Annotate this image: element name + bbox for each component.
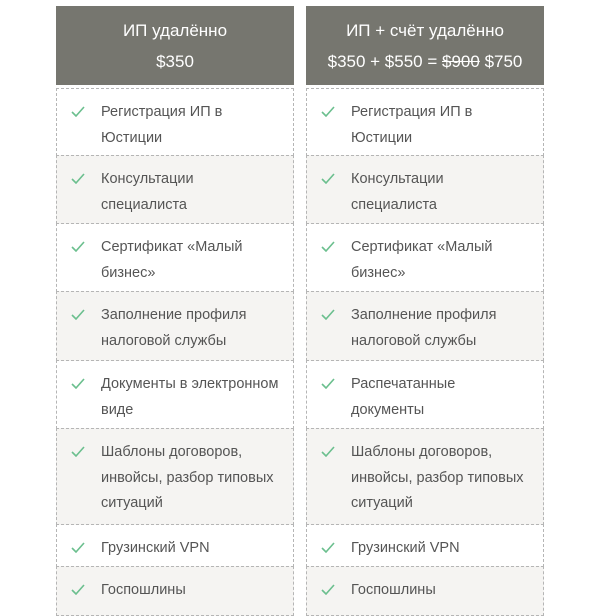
feature-item (306, 88, 544, 156)
new-price: $750 (484, 52, 523, 71)
check-icon (321, 167, 337, 189)
feature-label: Документы в электронном виде (101, 376, 279, 418)
check-icon (71, 440, 87, 462)
plan-title: ИП + счёт удалённо (346, 21, 504, 40)
feature-item (56, 155, 294, 224)
feature-label: Регистрация ИП в Юстиции (351, 104, 473, 146)
feature-item (56, 566, 294, 616)
feature-item (56, 428, 294, 525)
feature-label: Консультации специалиста (351, 171, 444, 213)
check-icon (321, 235, 337, 257)
feature-list (56, 88, 294, 616)
feature-item (306, 524, 544, 567)
feature-item (56, 524, 294, 567)
feature-label: Сертификат «Малый бизнес» (101, 239, 243, 281)
check-icon (71, 578, 87, 600)
feature-label: Заполнение профиля налоговой службы (351, 307, 497, 349)
feature-item (56, 223, 294, 292)
feature-item (306, 155, 544, 224)
check-icon (71, 167, 87, 189)
plan-header (56, 6, 294, 85)
feature-list (306, 88, 544, 616)
check-icon (321, 303, 337, 325)
feature-item (56, 88, 294, 156)
check-icon (321, 578, 337, 600)
check-icon (71, 235, 87, 257)
feature-item (306, 360, 544, 429)
feature-label: Грузинский VPN (101, 540, 210, 556)
check-icon (71, 536, 87, 558)
feature-label: Шаблоны договоров, инвойсы, разбор типовых ситуаций (101, 444, 274, 511)
check-icon (321, 536, 337, 558)
feature-item (306, 291, 544, 361)
feature-label: Регистрация ИП в Юстиции (101, 104, 223, 146)
plan-price (328, 51, 523, 73)
check-icon (321, 440, 337, 462)
feature-item (306, 428, 544, 525)
feature-label: Грузинский VPN (351, 540, 460, 556)
check-icon (71, 100, 87, 122)
feature-item (56, 291, 294, 361)
feature-label: Распечатанные документы (351, 376, 456, 418)
feature-label: Госпошлины (101, 582, 186, 598)
old-price: $900 (442, 52, 480, 71)
plan-header (306, 6, 544, 85)
check-icon (321, 372, 337, 394)
plan-price: $350 (156, 52, 194, 71)
feature-label: Шаблоны договоров, инвойсы, разбор типовых ситуаций (351, 444, 524, 511)
feature-item (306, 566, 544, 616)
check-icon (71, 303, 87, 325)
feature-item (56, 360, 294, 429)
feature-label: Консультации специалиста (101, 171, 194, 213)
feature-label: Госпошлины (351, 582, 436, 598)
plan-card-ip-remote (56, 6, 294, 616)
feature-label: Заполнение профиля налоговой службы (101, 307, 247, 349)
price-formula: $350 + $550 = (327, 52, 442, 71)
plan-title: ИП удалённо (122, 21, 228, 40)
check-icon (71, 372, 87, 394)
feature-label: Сертификат «Малый бизнес» (351, 239, 493, 281)
plan-card-ip-account-remote (306, 6, 544, 616)
check-icon (321, 100, 337, 122)
feature-item (306, 223, 544, 292)
